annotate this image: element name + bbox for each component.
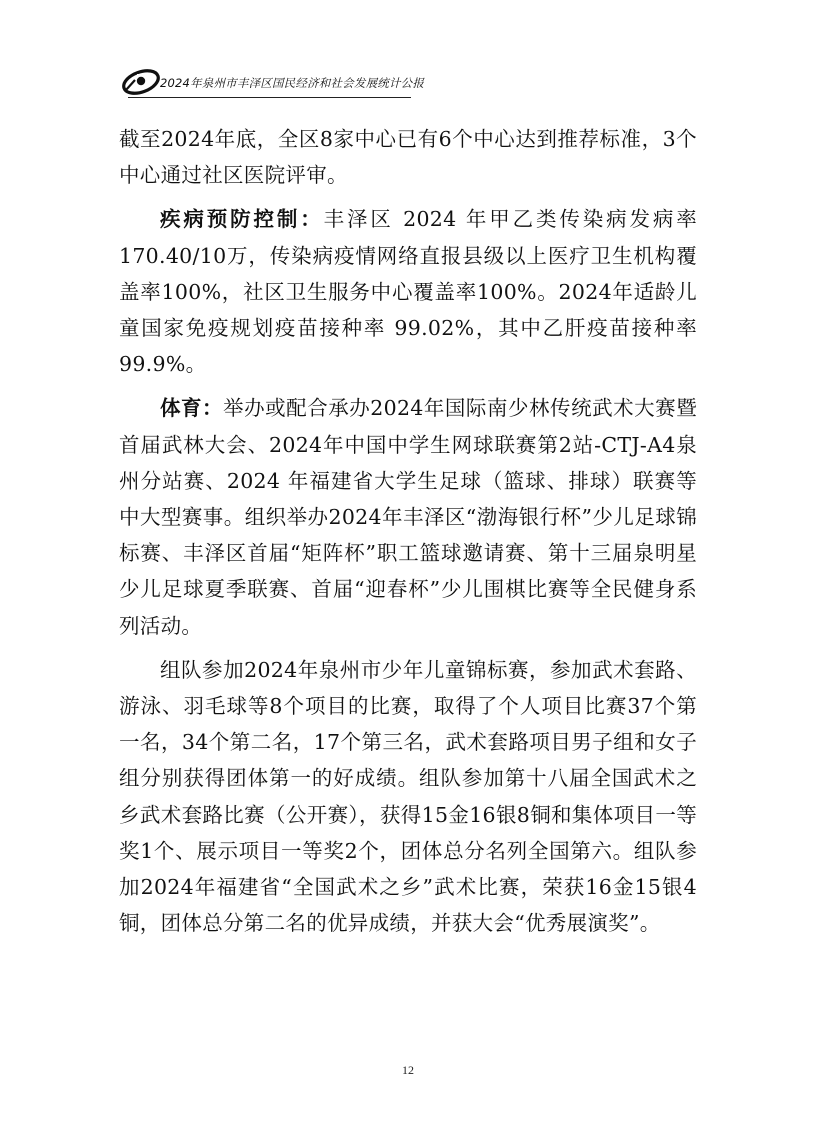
paragraph-disease-control	[119, 201, 697, 382]
paragraph-text: 截至2024年底，全区8家中心已有6个中心达到推荐标准，3个中心通过社区医院评审。	[119, 127, 697, 188]
page-header	[120, 64, 425, 100]
header-title: 2024年泉州市丰泽区国民经济和社会发展统计公报	[160, 76, 425, 90]
section-heading-disease-control: 疾病预防控制：	[160, 207, 324, 232]
paragraph-text: 组队参加2024年泉州市少年儿童锦标赛，参加武术套路、游泳、羽毛球等8个项目的比赛，取得了个人项目比赛37个第一名，34个第二名，17个第三名，武术套路项目男子组和女子组分别获得团体第一的好成绩。组队参加第十八届全国武术之乡武术套路比赛（公开赛），获得15金16银8铜和集体项目一等奖1个、展示项目一等奖2个，团体总分名列全国第六。组队参加2024年福建省“全国武术之乡”武术比赛，荣获16金15银4铜，团体总分第二名的优异成绩，并获大会“优秀展演奖”。	[119, 657, 697, 936]
paragraph-competitions	[119, 652, 697, 942]
header-divider	[128, 97, 411, 98]
page-number: 12	[402, 1063, 414, 1077]
section-heading-sports: 体育：	[160, 396, 224, 421]
paragraph-health-centers	[119, 121, 697, 193]
statistics-logo-icon	[120, 68, 162, 96]
paragraph-sports	[119, 390, 697, 643]
document-body	[119, 121, 697, 941]
paragraph-text: 举办或配合承办2024年国际南少林传统武术大赛暨首届武林大会、2024年中国中学生网球联赛第2站-CTJ-A4泉州分站赛、2024 年福建省大学生足球（篮球、排球）联赛等中大型赛事。组织举办2024年丰泽区“渤海银行杯”少儿足球锦标赛、丰泽区首届“矩阵杯”职工篮球邀请赛、第十三届泉明星少儿足球夏季联赛、首届“迎春杯”少儿围棋比赛等全民健身系列活动。	[119, 396, 698, 638]
paragraph-text: 丰泽区 2024 年甲乙类传染病发病率170.40/10万，传染病疫情网络直报县级以上医疗卫生机构覆盖率100%，社区卫生服务中心覆盖率100%。2024年适龄儿童国家免疫规划疫苗接种率 99.02%，其中乙肝疫苗接种率99.9%。	[119, 207, 698, 377]
